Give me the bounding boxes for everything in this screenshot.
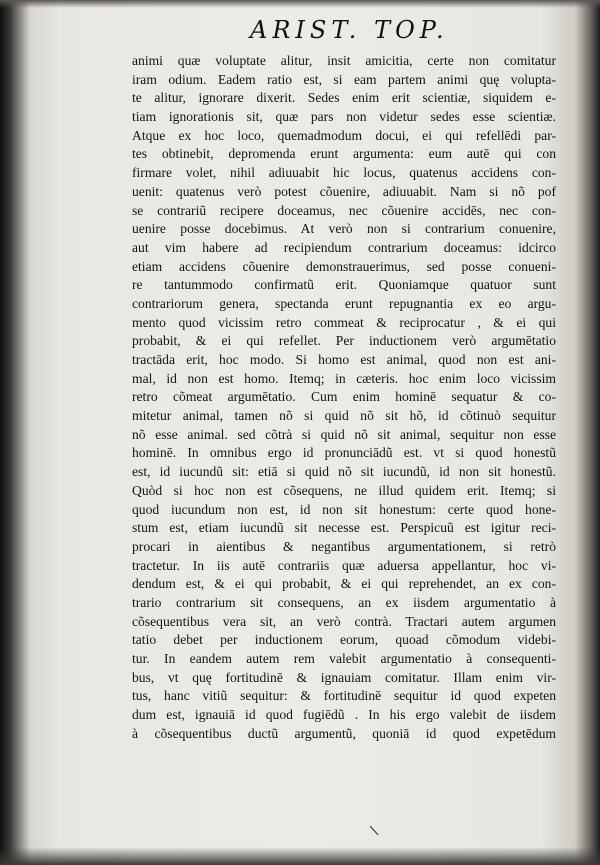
text-line: dum est, ignauiā id quod fugiēdũ . In his ergo valebit de iisdem — [132, 707, 556, 723]
text-line: stum est, etiam iucundũ sit necesse est. Perspicuũ est igitur reci- — [132, 520, 556, 536]
text-line: tur. In eandem autem rem valebit argumentatio à consequenti- — [132, 651, 556, 666]
footer-mark: \ — [368, 822, 380, 840]
text-line: contrariorum genera, spectanda erunt repugnantia ex eo argu- — [132, 295, 556, 311]
text-line: procari in aientibus & negantibus argumentationem, si retrò — [132, 538, 556, 554]
text-line: Quòd si hoc non est cõsequens, ne illud quidem erit. Itemq; si — [132, 482, 556, 498]
scan-edge-bottom — [0, 847, 600, 865]
text-line: tus, hanc vitiũ sequitur: & fortitudinē sequitur id quod expeten — [132, 688, 556, 704]
text-line: retro cõmeat argumētatio. Cum enim hominē sequatur & co- — [132, 389, 556, 405]
text-line: tractāda erit, hoc modo. Si homo est animal, quod non est ani- — [132, 352, 556, 367]
text-line: firmare volet, nihil adiuuabit hic locus, quatenus accidens con- — [132, 165, 556, 181]
text-line: cõsequentibus vera sit, an verò contrà. Tractari autem argumen — [132, 613, 556, 629]
text-line: mento quod vicissim retro commeat & reciprocatur , & ei qui — [132, 314, 556, 330]
text-line: re tantummodo confirmatũ erit. Quoniamque quatuor sunt — [132, 277, 556, 293]
text-line: uenit: quatenus verò potest cõuenire, adiuuabit. Nam si nõ pof — [132, 183, 556, 199]
text-line: Atque ex hoc loco, quemadmodum docui, ei qui refellēdi par- — [132, 127, 556, 143]
text-line: iram odium. Eadem ratio est, si eam partem animi quę volupta- — [132, 71, 556, 87]
text-line: bus, vt quę fortitudinē & ignauiam comitatur. Illam enim vir- — [132, 669, 556, 685]
text-line: mal, id non est homo. Itemq; in cæteris. hoc enim loco vicissim — [132, 370, 556, 386]
text-line: est, id iucundũ sit: etiā si quid nõ sit iucundũ, id non sit honestũ. — [132, 464, 556, 480]
text-line: tatio debet per inductionem eorum, quoad cõmodum videbi- — [132, 632, 556, 648]
text-line: quod iucundum non est, id non sit honestum: certe quod hone- — [132, 501, 556, 517]
text-line: uenire posse docebimus. At verò non si contrarium conuenire, — [132, 221, 556, 237]
text-line: etiam accidens cõuenire demonstrauerimus, sed posse conueni- — [132, 258, 556, 274]
running-head: ARIST. TOP. — [250, 16, 449, 44]
text-line: à cõsequentibus ductũ argumentũ, quoniā id quod expetēdum — [132, 725, 556, 741]
text-line: probabit, & ei qui refellet. Per inductionem verò argumētatio — [132, 333, 556, 349]
body-text — [132, 52, 556, 743]
text-line: aut vim habere ad recipiendum contrarium doceamus: idcirco — [132, 239, 556, 255]
text-line: nõ esse animal. sed cõtrà si quid nõ sit animal, sequitur non esse — [132, 426, 556, 442]
text-line: tiam ignorationis sit, quæ pars non videtur sedes esse scientiæ. — [132, 109, 556, 125]
text-line: trario contrarium sit consequens, an ex iisdem argumentatio à — [132, 594, 556, 610]
text-line: tes obtinebit, depromenda erunt argumenta: eum autē qui con — [132, 146, 556, 162]
text-line: animi quæ voluptate alitur, insit amicitia, certe non comitatur — [132, 53, 556, 68]
text-line: tractetur. In iis autē contrariis quæ aduersa appellantur, hoc vi- — [132, 557, 556, 573]
text-line: mitetur animal, tamen nõ si quid nõ sit hõ, id cõtinuò sequitur — [132, 408, 556, 424]
scan-edge-top — [0, 0, 600, 8]
text-line: hominē. In omnibus ergo id pronunciādũ est. vt si quod honestũ — [132, 445, 556, 461]
text-line: dendum est, & ei qui probabit, & ei qui reprehendet, an ex con- — [132, 576, 556, 592]
text-line: te alitur, ignorare dixerit. Sedes enim erit scientiæ, siquidem e- — [132, 90, 556, 106]
text-line: se contrariũ recipere doceamus, nec cõuenire accidēs, nec con- — [132, 202, 556, 218]
